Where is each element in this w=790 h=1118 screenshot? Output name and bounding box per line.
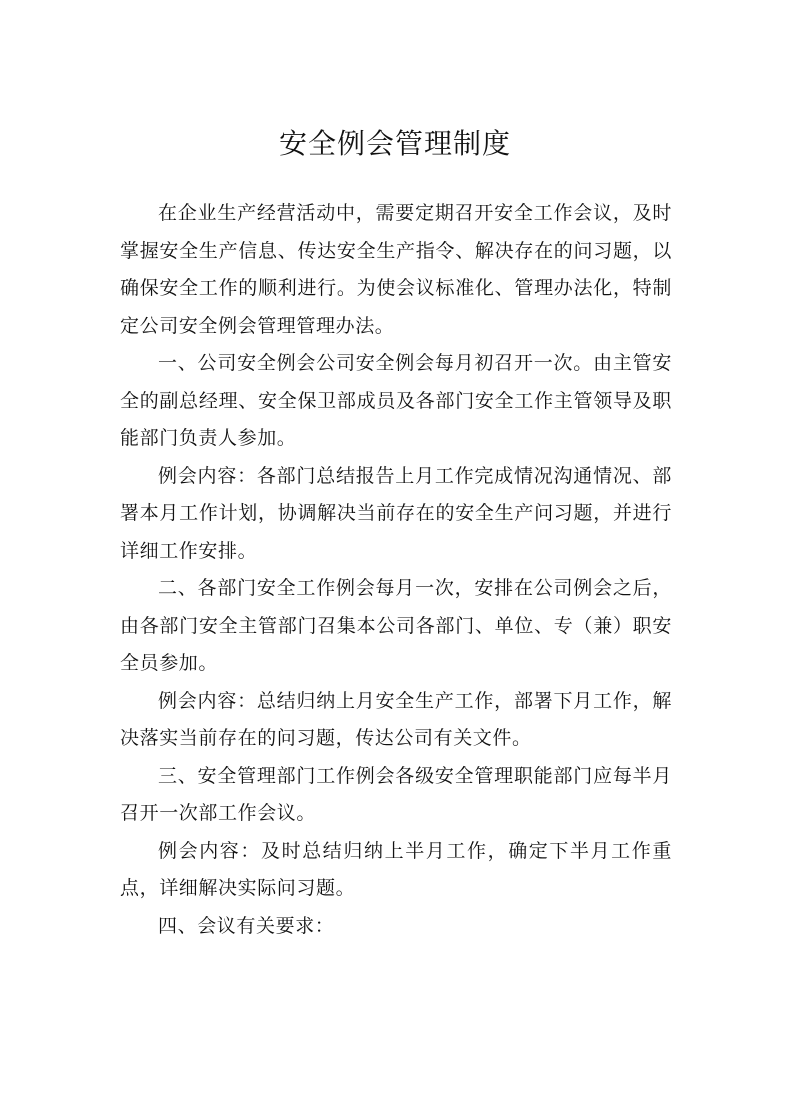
paragraph-section-3-content: 例会内容：及时总结归纳上半月工作，确定下半月工作重点，详细解决实际问习题。 [120,839,672,899]
document-body [120,195,672,945]
paragraph-section-2: 二、各部门安全工作例会每月一次，安排在公司例会之后，由各部门安全主管部门召集本公司各部门、单位、专（兼）职安全员参加。 [120,577,672,674]
paragraph-section-2-content: 例会内容：总结归纳上月安全生产工作，部署下月工作，解决落实当前存在的问习题，传达公司有关文件。 [120,689,672,749]
paragraph-intro: 在企业生产经营活动中，需要定期召开安全工作会议，及时掌握安全生产信息、传达安全生产指令、解决存在的问习题，以确保安全工作的顺利进行。为使会议标准化、管理办法化，特制定公司安全例会管理管理办法。 [120,202,672,337]
paragraph-section-3: 三、安全管理部门工作例会各级安全管理职能部门应每半月召开一次部工作会议。 [120,764,672,824]
document-title: 安全例会管理制度 [278,127,511,160]
paragraph-section-4: 四、会议有关要求： [158,914,335,937]
paragraph-section-1-content: 例会内容：各部门总结报告上月工作完成情况沟通情况、部署本月工作计划，协调解决当前存在的安全生产问习题，并进行详细工作安排。 [120,464,672,562]
paragraph-section-1: 一、公司安全例会公司安全例会每月初召开一次。由主管安全的副总经理、安全保卫部成员及各部门安全工作主管领导及职能部门负责人参加。 [120,352,672,449]
